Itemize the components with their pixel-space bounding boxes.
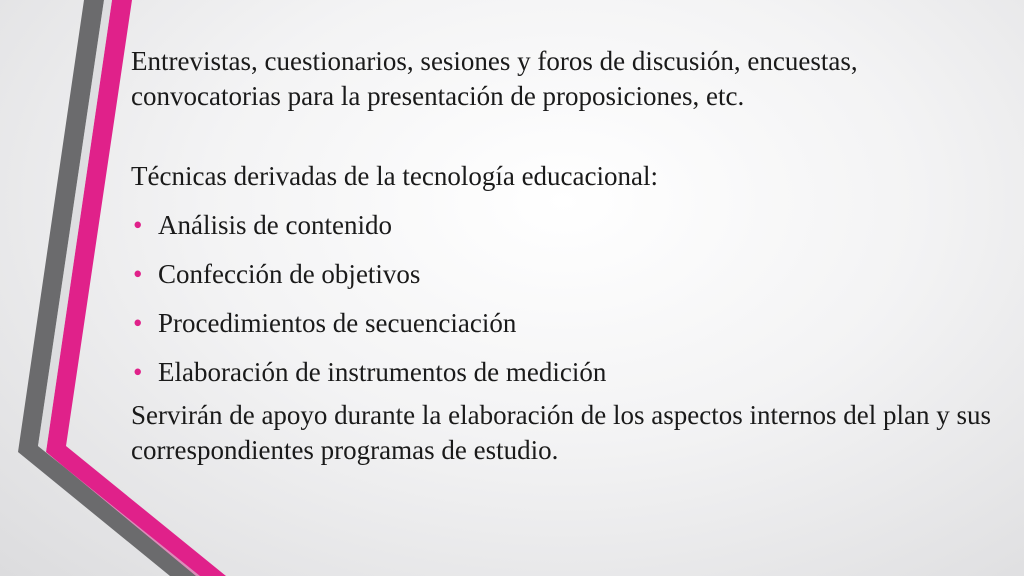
bullet-icon: •	[133, 259, 143, 289]
list-item	[131, 355, 991, 390]
bullet-list	[131, 208, 991, 390]
section-heading: Técnicas derivadas de la tecnología educacional:	[131, 161, 658, 191]
slide-content	[131, 44, 991, 468]
intro-paragraph: Entrevistas, cuestionarios, sesiones y foros de discusión, encuestas, convocatorias para la presentación de proposiciones, etc.	[131, 46, 858, 111]
bullet-icon: •	[133, 210, 143, 240]
bullet-text: Confección de objetivos	[158, 259, 421, 289]
spacer	[131, 114, 991, 159]
bullet-text: Análisis de contenido	[158, 210, 392, 240]
closing-paragraph: Servirán de apoyo durante la elaboración de los aspectos internos del plan y sus correspondientes programas de estudio.	[131, 400, 991, 465]
list-item	[131, 257, 991, 292]
list-item	[131, 306, 991, 341]
bullet-icon: •	[133, 308, 143, 338]
list-item	[131, 208, 991, 243]
bullet-text: Elaboración de instrumentos de medición	[158, 357, 607, 387]
bullet-text: Procedimientos de secuenciación	[158, 308, 517, 338]
bullet-icon: •	[133, 357, 143, 387]
